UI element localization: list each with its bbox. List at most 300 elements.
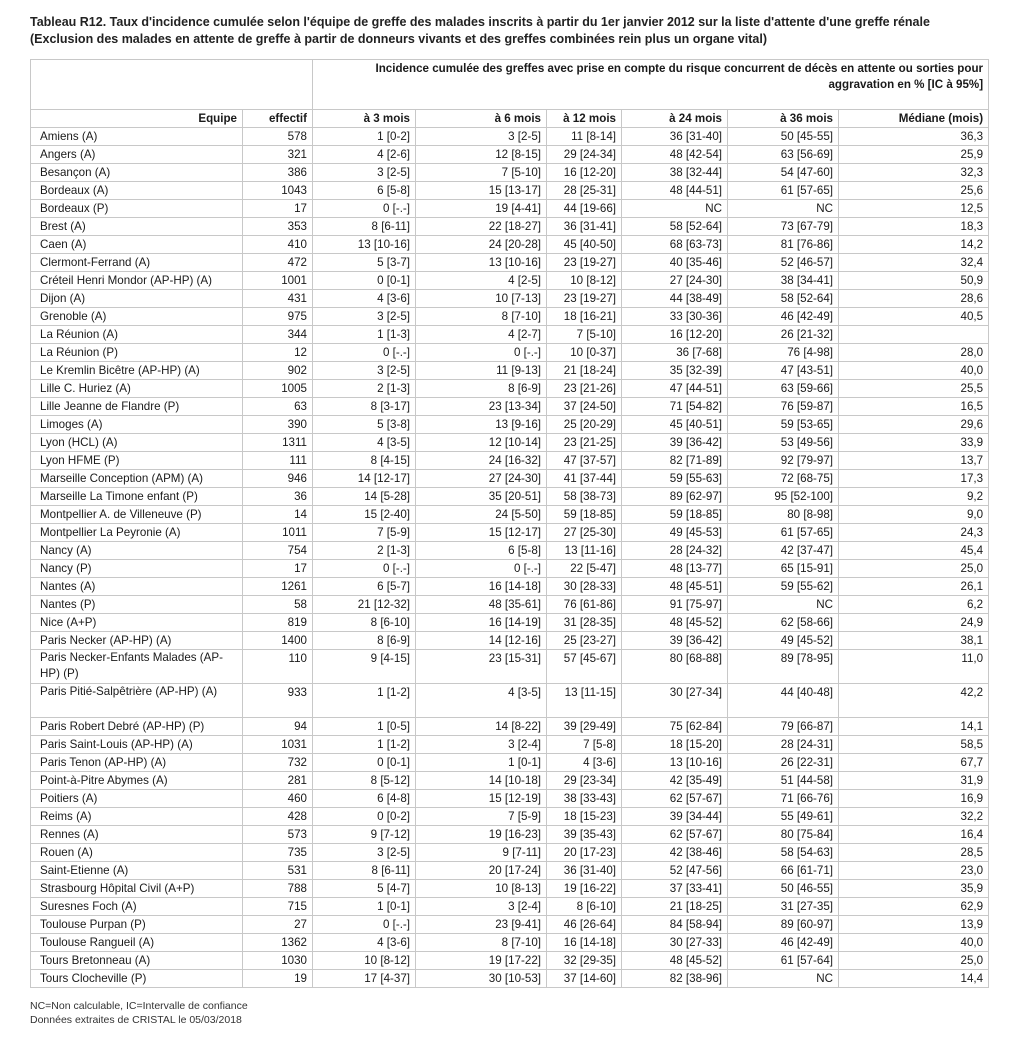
value-cell: 59 [55-63] [622, 470, 728, 488]
team-cell: Tours Bretonneau (A) [31, 952, 243, 970]
team-cell: Limoges (A) [31, 416, 243, 434]
value-cell: 81 [76-86] [728, 236, 839, 254]
value-cell: 29,6 [839, 416, 989, 434]
value-cell: 17 [4-37] [313, 970, 416, 988]
value-cell [839, 326, 989, 344]
value-cell: 32 [29-35] [547, 952, 622, 970]
value-cell: 281 [243, 772, 313, 790]
value-cell: 23 [21-25] [547, 434, 622, 452]
team-cell: Paris Saint-Louis (AP-HP) (A) [31, 736, 243, 754]
value-cell: 49 [45-53] [622, 524, 728, 542]
value-cell: 1362 [243, 934, 313, 952]
value-cell: 110 [243, 650, 313, 684]
value-cell: 6,2 [839, 596, 989, 614]
value-cell: 14,4 [839, 970, 989, 988]
value-cell: 16 [14-18] [416, 578, 547, 596]
team-cell: Montpellier A. de Villeneuve (P) [31, 506, 243, 524]
team-cell: Amiens (A) [31, 128, 243, 146]
value-cell: 36 [7-68] [622, 344, 728, 362]
value-cell: 61 [57-65] [728, 182, 839, 200]
value-cell: 1001 [243, 272, 313, 290]
value-cell: 13 [9-16] [416, 416, 547, 434]
table-row [31, 560, 989, 578]
value-cell: 26 [22-31] [728, 754, 839, 772]
value-cell: 8 [5-12] [313, 772, 416, 790]
value-cell: 27 [25-30] [547, 524, 622, 542]
table-row [31, 290, 989, 308]
value-cell: 52 [46-57] [728, 254, 839, 272]
value-cell: 12,5 [839, 200, 989, 218]
value-cell: 6 [5-7] [313, 578, 416, 596]
value-cell: 10 [7-13] [416, 290, 547, 308]
value-cell: 1261 [243, 578, 313, 596]
value-cell: 3 [2-4] [416, 736, 547, 754]
value-cell: 1031 [243, 736, 313, 754]
value-cell: 12 [243, 344, 313, 362]
table-row [31, 880, 989, 898]
column-header: à 12 mois [547, 110, 622, 128]
value-cell: 58 [243, 596, 313, 614]
value-cell: 0 [-.-] [313, 560, 416, 578]
value-cell: 24 [5-50] [416, 506, 547, 524]
value-cell: 10 [0-37] [547, 344, 622, 362]
value-cell: 4 [3-6] [547, 754, 622, 772]
value-cell: 40 [35-46] [622, 254, 728, 272]
column-header: à 36 mois [728, 110, 839, 128]
value-cell: 40,0 [839, 362, 989, 380]
value-cell: 32,2 [839, 808, 989, 826]
value-cell: 54 [47-60] [728, 164, 839, 182]
column-header: effectif [243, 110, 313, 128]
value-cell: 8 [6-9] [416, 380, 547, 398]
value-cell: 819 [243, 614, 313, 632]
value-cell: 9,2 [839, 488, 989, 506]
value-cell: 8 [7-10] [416, 934, 547, 952]
table-row [31, 434, 989, 452]
column-header: à 24 mois [622, 110, 728, 128]
value-cell: 71 [66-76] [728, 790, 839, 808]
value-cell: 6 [5-8] [416, 542, 547, 560]
value-cell: 13,7 [839, 452, 989, 470]
value-cell: 72 [68-75] [728, 470, 839, 488]
value-cell: 7 [5-10] [416, 164, 547, 182]
value-cell: 48 [44-51] [622, 182, 728, 200]
value-cell: 38,1 [839, 632, 989, 650]
value-cell: 11,0 [839, 650, 989, 684]
value-cell: 37 [14-60] [547, 970, 622, 988]
value-cell: 31,9 [839, 772, 989, 790]
value-cell: 20 [17-23] [547, 844, 622, 862]
value-cell: 8 [4-15] [313, 452, 416, 470]
value-cell: 95 [52-100] [728, 488, 839, 506]
value-cell: 45 [40-51] [622, 416, 728, 434]
value-cell: 61 [57-64] [728, 952, 839, 970]
value-cell: 29 [23-34] [547, 772, 622, 790]
value-cell: 46 [42-49] [728, 934, 839, 952]
value-cell: 7 [5-9] [416, 808, 547, 826]
team-cell: Angers (A) [31, 146, 243, 164]
table-row [31, 182, 989, 200]
table-row [31, 952, 989, 970]
table-row [31, 614, 989, 632]
value-cell: 4 [2-7] [416, 326, 547, 344]
value-cell: 8 [3-17] [313, 398, 416, 416]
value-cell: 4 [3-6] [313, 934, 416, 952]
table-row [31, 146, 989, 164]
value-cell: 40,5 [839, 308, 989, 326]
value-cell: 3 [2-5] [313, 844, 416, 862]
value-cell: 11 [8-14] [547, 128, 622, 146]
value-cell: 79 [66-87] [728, 718, 839, 736]
value-cell: 7 [5-10] [547, 326, 622, 344]
team-cell: Tours Clocheville (P) [31, 970, 243, 988]
value-cell: 57 [45-67] [547, 650, 622, 684]
value-cell: 46 [42-49] [728, 308, 839, 326]
value-cell: 23 [13-34] [416, 398, 547, 416]
table-body [31, 128, 989, 988]
value-cell: 19 [4-41] [416, 200, 547, 218]
team-cell: Créteil Henri Mondor (AP-HP) (A) [31, 272, 243, 290]
value-cell: 32,4 [839, 254, 989, 272]
value-cell: 410 [243, 236, 313, 254]
value-cell: 27 [24-30] [622, 272, 728, 290]
value-cell: 353 [243, 218, 313, 236]
value-cell: 13 [11-15] [547, 684, 622, 718]
value-cell: 9 [7-11] [416, 844, 547, 862]
value-cell: 44 [40-48] [728, 684, 839, 718]
value-cell: 23 [19-27] [547, 290, 622, 308]
value-cell: 4 [3-5] [416, 684, 547, 718]
value-cell: 59 [53-65] [728, 416, 839, 434]
team-cell: Paris Necker-Enfants Malades (AP-HP) (P) [31, 650, 243, 684]
value-cell: 14 [12-16] [416, 632, 547, 650]
table-row [31, 524, 989, 542]
value-cell: 80 [68-88] [622, 650, 728, 684]
value-cell: 16 [14-18] [547, 934, 622, 952]
column-header: Médiane (mois) [839, 110, 989, 128]
value-cell: 58 [38-73] [547, 488, 622, 506]
value-cell: 47 [44-51] [622, 380, 728, 398]
value-cell: 5 [4-7] [313, 880, 416, 898]
value-cell: 71 [54-82] [622, 398, 728, 416]
value-cell: 8 [6-10] [313, 614, 416, 632]
value-cell: 13 [10-16] [313, 236, 416, 254]
value-cell: 0 [0-1] [313, 272, 416, 290]
team-cell: Paris Necker (AP-HP) (A) [31, 632, 243, 650]
team-cell: Rennes (A) [31, 826, 243, 844]
value-cell: 28 [25-31] [547, 182, 622, 200]
value-cell: 3 [2-4] [416, 898, 547, 916]
table-footer [30, 999, 248, 1027]
column-header: à 6 mois [416, 110, 547, 128]
value-cell: 84 [58-94] [622, 916, 728, 934]
column-header: à 3 mois [313, 110, 416, 128]
value-cell: 1043 [243, 182, 313, 200]
table-row [31, 542, 989, 560]
value-cell: 67,7 [839, 754, 989, 772]
value-cell: 23 [9-41] [416, 916, 547, 934]
value-cell: 36 [31-40] [622, 128, 728, 146]
table-row [31, 200, 989, 218]
team-cell: Grenoble (A) [31, 308, 243, 326]
value-cell: 7 [5-8] [547, 736, 622, 754]
team-cell: Reims (A) [31, 808, 243, 826]
team-cell: Nantes (P) [31, 596, 243, 614]
value-cell: 1030 [243, 952, 313, 970]
value-cell: 75 [62-84] [622, 718, 728, 736]
value-cell: 5 [3-8] [313, 416, 416, 434]
value-cell: 89 [62-97] [622, 488, 728, 506]
value-cell: 35,9 [839, 880, 989, 898]
value-cell: 24,9 [839, 614, 989, 632]
value-cell: 12 [8-15] [416, 146, 547, 164]
value-cell: 4 [3-5] [313, 434, 416, 452]
table-row [31, 826, 989, 844]
value-cell: 18,3 [839, 218, 989, 236]
value-cell: 11 [9-13] [416, 362, 547, 380]
value-cell: 15 [12-17] [416, 524, 547, 542]
value-cell: 1 [0-5] [313, 718, 416, 736]
value-cell: 80 [75-84] [728, 826, 839, 844]
table-row [31, 308, 989, 326]
value-cell: 788 [243, 880, 313, 898]
value-cell: 66 [61-71] [728, 862, 839, 880]
value-cell: 26 [21-32] [728, 326, 839, 344]
value-cell: 33,9 [839, 434, 989, 452]
team-cell: Marseille La Timone enfant (P) [31, 488, 243, 506]
value-cell: 8 [7-10] [416, 308, 547, 326]
table-row [31, 632, 989, 650]
value-cell: 50 [45-55] [728, 128, 839, 146]
value-cell: 13 [10-16] [416, 254, 547, 272]
value-cell: 1 [0-1] [313, 898, 416, 916]
value-cell: 30 [10-53] [416, 970, 547, 988]
team-cell: Caen (A) [31, 236, 243, 254]
value-cell: 5 [3-7] [313, 254, 416, 272]
team-cell: Paris Pitié-Salpêtrière (AP-HP) (A) [31, 684, 243, 718]
team-cell: Rouen (A) [31, 844, 243, 862]
value-cell: 715 [243, 898, 313, 916]
team-cell: Le Kremlin Bicêtre (AP-HP) (A) [31, 362, 243, 380]
team-cell: Besançon (A) [31, 164, 243, 182]
value-cell: 578 [243, 128, 313, 146]
team-cell: Nancy (A) [31, 542, 243, 560]
value-cell: 27 [24-30] [416, 470, 547, 488]
value-cell: 0 [-.-] [313, 200, 416, 218]
value-cell: 53 [49-56] [728, 434, 839, 452]
value-cell: 63 [56-69] [728, 146, 839, 164]
team-cell: Bordeaux (P) [31, 200, 243, 218]
value-cell: 18 [15-23] [547, 808, 622, 826]
value-cell: 35 [20-51] [416, 488, 547, 506]
team-cell: Marseille Conception (APM) (A) [31, 470, 243, 488]
value-cell: 8 [6-11] [313, 218, 416, 236]
footer-source: Données extraites de CRISTAL le 05/03/2018 [30, 1014, 242, 1026]
value-cell: 14 [12-17] [313, 470, 416, 488]
value-cell: 48 [45-52] [622, 952, 728, 970]
value-cell: 25,0 [839, 952, 989, 970]
table-row [31, 272, 989, 290]
value-cell: 23 [15-31] [416, 650, 547, 684]
value-cell: 14 [243, 506, 313, 524]
value-cell: 29 [24-34] [547, 146, 622, 164]
value-cell: 28,5 [839, 844, 989, 862]
value-cell: 36,3 [839, 128, 989, 146]
team-cell: Toulouse Rangueil (A) [31, 934, 243, 952]
value-cell: 24 [20-28] [416, 236, 547, 254]
value-cell: 76 [4-98] [728, 344, 839, 362]
value-cell: 18 [15-20] [622, 736, 728, 754]
value-cell: 25,5 [839, 380, 989, 398]
value-cell: 59 [18-85] [622, 506, 728, 524]
value-cell: 1400 [243, 632, 313, 650]
value-cell: 17 [243, 560, 313, 578]
table-row [31, 808, 989, 826]
table-caption [30, 14, 995, 48]
value-cell: 36 [243, 488, 313, 506]
value-cell: 38 [33-43] [547, 790, 622, 808]
value-cell: 82 [38-96] [622, 970, 728, 988]
value-cell: 14 [8-22] [416, 718, 547, 736]
value-cell: 28,6 [839, 290, 989, 308]
value-cell: 73 [67-79] [728, 218, 839, 236]
value-cell: 33 [30-36] [622, 308, 728, 326]
value-cell: 975 [243, 308, 313, 326]
value-cell: 40,0 [839, 934, 989, 952]
value-cell: 58 [52-64] [622, 218, 728, 236]
team-cell: Nantes (A) [31, 578, 243, 596]
value-cell: 25,9 [839, 146, 989, 164]
table-row [31, 790, 989, 808]
value-cell: 17 [243, 200, 313, 218]
value-cell: 6 [5-8] [313, 182, 416, 200]
team-cell: Paris Robert Debré (AP-HP) (P) [31, 718, 243, 736]
value-cell: 16,4 [839, 826, 989, 844]
value-cell: 111 [243, 452, 313, 470]
table-row [31, 380, 989, 398]
value-cell: 44 [38-49] [622, 290, 728, 308]
table-row [31, 596, 989, 614]
value-cell: 13,9 [839, 916, 989, 934]
value-cell: 46 [26-64] [547, 916, 622, 934]
value-cell: 30 [28-33] [547, 578, 622, 596]
value-cell: 18 [16-21] [547, 308, 622, 326]
team-cell: Lyon (HCL) (A) [31, 434, 243, 452]
value-cell: 531 [243, 862, 313, 880]
table-row [31, 898, 989, 916]
value-cell: 89 [78-95] [728, 650, 839, 684]
value-cell: 10 [8-12] [547, 272, 622, 290]
value-cell: 735 [243, 844, 313, 862]
value-cell: 1005 [243, 380, 313, 398]
value-cell: 321 [243, 146, 313, 164]
value-cell: 431 [243, 290, 313, 308]
value-cell: 58 [52-64] [728, 290, 839, 308]
value-cell: 42 [37-47] [728, 542, 839, 560]
table-row [31, 416, 989, 434]
value-cell: 35 [32-39] [622, 362, 728, 380]
table-row [31, 470, 989, 488]
value-cell: 13 [10-16] [622, 754, 728, 772]
value-cell: 4 [3-6] [313, 290, 416, 308]
team-cell: Poitiers (A) [31, 790, 243, 808]
value-cell: 23 [19-27] [547, 254, 622, 272]
value-cell: 573 [243, 826, 313, 844]
value-cell: 45,4 [839, 542, 989, 560]
value-cell: 14 [5-28] [313, 488, 416, 506]
value-cell: 37 [24-50] [547, 398, 622, 416]
value-cell: 0 [-.-] [313, 344, 416, 362]
value-cell: 16 [12-20] [547, 164, 622, 182]
value-cell: 63 [243, 398, 313, 416]
table-row [31, 754, 989, 772]
value-cell: 732 [243, 754, 313, 772]
team-cell: Lyon HFME (P) [31, 452, 243, 470]
value-cell: 50 [46-55] [728, 880, 839, 898]
table-row [31, 650, 989, 684]
value-cell: 39 [36-42] [622, 434, 728, 452]
value-cell: 16,5 [839, 398, 989, 416]
value-cell: 76 [59-87] [728, 398, 839, 416]
team-cell: Saint-Etienne (A) [31, 862, 243, 880]
value-cell: 22 [5-47] [547, 560, 622, 578]
value-cell: 1 [1-3] [313, 326, 416, 344]
value-cell: 8 [6-11] [313, 862, 416, 880]
value-cell: 28 [24-31] [728, 736, 839, 754]
incidence-table [30, 59, 989, 988]
column-header-row [31, 110, 989, 128]
value-cell: 27 [243, 916, 313, 934]
table-row [31, 128, 989, 146]
value-cell: 19 [243, 970, 313, 988]
value-cell: 68 [63-73] [622, 236, 728, 254]
value-cell: 25,6 [839, 182, 989, 200]
value-cell: 28 [24-32] [622, 542, 728, 560]
value-cell: 59 [18-85] [547, 506, 622, 524]
group-header: Incidence cumulée des greffes avec prise en compte du risque concurrent de décès en attente ou sorties pour aggravation en % [IC à 95%] [313, 60, 989, 110]
team-cell: Lille Jeanne de Flandre (P) [31, 398, 243, 416]
value-cell: 10 [8-13] [416, 880, 547, 898]
table-row [31, 452, 989, 470]
value-cell: 48 [13-77] [622, 560, 728, 578]
table-row [31, 398, 989, 416]
team-cell: Nice (A+P) [31, 614, 243, 632]
value-cell: 6 [4-8] [313, 790, 416, 808]
value-cell: 92 [79-97] [728, 452, 839, 470]
table-row [31, 578, 989, 596]
value-cell: 1 [0-2] [313, 128, 416, 146]
value-cell: 472 [243, 254, 313, 272]
value-cell: 47 [37-57] [547, 452, 622, 470]
value-cell: 36 [31-41] [547, 218, 622, 236]
value-cell: 41 [37-44] [547, 470, 622, 488]
value-cell: 65 [15-91] [728, 560, 839, 578]
table-row [31, 934, 989, 952]
table-row [31, 488, 989, 506]
value-cell: 933 [243, 684, 313, 718]
value-cell: 55 [49-61] [728, 808, 839, 826]
value-cell: 3 [2-5] [313, 362, 416, 380]
value-cell: 59 [55-62] [728, 578, 839, 596]
value-cell: 9,0 [839, 506, 989, 524]
value-cell: 32,3 [839, 164, 989, 182]
value-cell: 2 [1-3] [313, 380, 416, 398]
table-row [31, 236, 989, 254]
team-cell: Suresnes Foch (A) [31, 898, 243, 916]
value-cell: 50,9 [839, 272, 989, 290]
column-header: Equipe [31, 110, 243, 128]
value-cell: 89 [60-97] [728, 916, 839, 934]
